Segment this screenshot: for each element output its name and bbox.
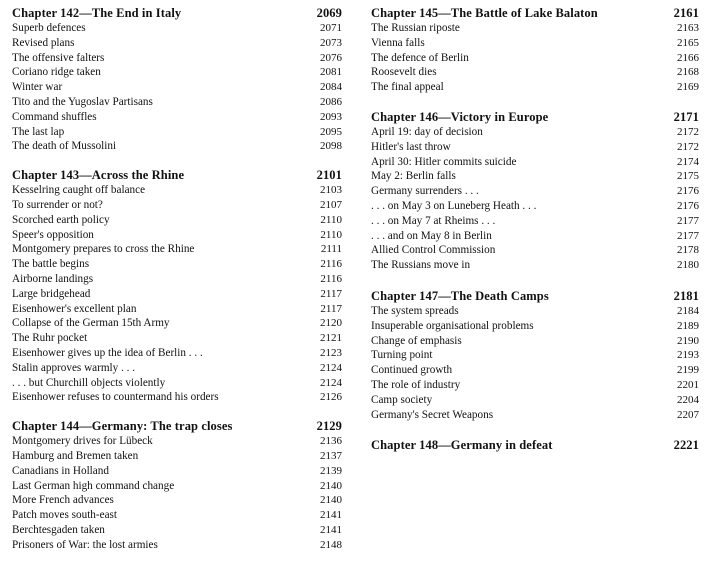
chapter-148 — [371, 438, 699, 453]
entry-label: Canadians in Holland — [12, 464, 109, 477]
entry-page: 2184 — [677, 304, 699, 317]
chapter-heading — [371, 110, 699, 125]
toc-entry — [12, 434, 342, 449]
toc-entry — [371, 51, 699, 66]
entry-label: Turning point — [371, 349, 433, 362]
entry-page: 2174 — [677, 155, 699, 168]
entry-label: The defence of Berlin — [371, 51, 469, 64]
toc-entry — [371, 125, 699, 140]
chapter-spacer — [371, 95, 699, 110]
chapter-spacer — [12, 405, 342, 419]
toc-entry — [12, 257, 342, 272]
entry-label: The final appeal — [371, 81, 444, 94]
chapter-147 — [371, 289, 699, 422]
toc-entry — [12, 449, 342, 464]
entry-label: Roosevelt dies — [371, 66, 437, 79]
entry-label: Kesselring caught off balance — [12, 184, 146, 197]
entry-page: 2199 — [677, 364, 699, 377]
toc-entry — [12, 139, 342, 154]
entry-label: Berchtesgaden taken — [12, 523, 105, 536]
toc-entry — [12, 242, 342, 257]
entry-page: 2190 — [677, 334, 699, 347]
entry-label: Germany surrenders . . . — [371, 185, 479, 198]
entry-page: 2123 — [320, 346, 342, 359]
entry-label: . . . on May 3 on Luneberg Heath . . . — [371, 199, 537, 212]
toc-entry — [371, 258, 699, 273]
entry-page: 2120 — [320, 317, 342, 330]
chapter-heading — [12, 168, 342, 183]
entry-label: The death of Mussolini — [12, 140, 117, 153]
entry-page: 2117 — [320, 287, 342, 300]
entry-label: Insuperable organisational problems — [371, 319, 534, 332]
entry-page: 2175 — [677, 170, 699, 183]
entry-label: Command shuffles — [12, 110, 97, 123]
toc-entry — [371, 184, 699, 199]
entry-page: 2172 — [677, 125, 699, 138]
toc-entry — [12, 198, 342, 213]
entry-label: Large bridgehead — [12, 287, 91, 300]
entry-page: 2169 — [677, 81, 699, 94]
toc-entry — [12, 213, 342, 228]
entry-page: 2084 — [320, 81, 342, 94]
toc-entry — [12, 65, 342, 80]
entry-label: More French advances — [12, 494, 114, 507]
toc-entry — [12, 346, 342, 361]
entry-label: The Ruhr pocket — [12, 332, 88, 345]
chapter-title: Chapter 146—Victory in Europe — [371, 109, 549, 124]
entry-label: Prisoners of War: the lost armies — [12, 538, 158, 551]
entry-label: Germany's Secret Weapons — [371, 408, 494, 421]
entry-label: Winter war — [12, 81, 63, 94]
entry-page: 2139 — [320, 464, 342, 477]
toc-right-column — [371, 6, 699, 453]
entry-page: 2124 — [320, 361, 342, 374]
toc-entry — [371, 348, 699, 363]
entry-label: Stalin approves warmly . . . — [12, 361, 136, 374]
chapter-heading — [371, 438, 699, 453]
entry-label: The battle begins — [12, 258, 90, 271]
toc-entry — [12, 508, 342, 523]
entry-page: 2124 — [320, 376, 342, 389]
entry-label: Hitler's last throw — [371, 140, 451, 153]
entry-label: Patch moves south-east — [12, 509, 118, 522]
chapter-spacer — [12, 154, 342, 168]
chapter-title: Chapter 143—Across the Rhine — [12, 168, 185, 183]
toc-entry — [371, 304, 699, 319]
toc-entry — [371, 21, 699, 36]
toc-entry — [12, 302, 342, 317]
toc-entry — [371, 214, 699, 229]
toc-entry — [12, 331, 342, 346]
entry-page: 2168 — [677, 66, 699, 79]
chapter-title: Chapter 145—The Battle of Lake Balaton — [371, 6, 598, 20]
entry-page: 2148 — [320, 538, 342, 551]
entry-page: 2116 — [320, 258, 342, 271]
chapter-heading — [371, 6, 699, 21]
entry-page: 2141 — [320, 523, 342, 536]
toc-entry — [371, 169, 699, 184]
entry-page: 2137 — [320, 449, 342, 462]
chapter-heading — [371, 289, 699, 304]
entry-page: 2116 — [320, 272, 342, 285]
entry-page: 2110 — [320, 213, 342, 226]
entry-page: 2189 — [677, 319, 699, 332]
toc-entry — [12, 316, 342, 331]
entry-label: Montgomery drives for Lübeck — [12, 435, 153, 448]
toc-entry — [12, 272, 342, 287]
entry-page: 2141 — [320, 509, 342, 522]
entry-page: 2140 — [320, 479, 342, 492]
toc-entry — [371, 243, 699, 258]
entry-label: Coriano ridge taken — [12, 66, 101, 79]
entry-page: 2166 — [677, 51, 699, 64]
toc-entry — [12, 183, 342, 198]
toc-entry — [371, 334, 699, 349]
chapter-title: Chapter 142—The End in Italy — [12, 6, 182, 20]
toc-entry — [12, 479, 342, 494]
entry-page: 2076 — [320, 51, 342, 64]
chapter-heading — [12, 419, 342, 434]
entry-page: 2178 — [677, 244, 699, 257]
chapter-spacer — [371, 273, 699, 289]
entry-label: . . . and on May 8 in Berlin — [371, 229, 492, 242]
chapter-page: 2069 — [316, 6, 342, 20]
entry-page: 2201 — [677, 378, 699, 391]
entry-label: Airborne landings — [12, 272, 94, 285]
chapter-title: Chapter 148—Germany in defeat — [371, 438, 553, 453]
entry-page: 2121 — [320, 332, 342, 345]
toc-entry — [371, 155, 699, 170]
entry-label: . . . but Churchill objects violently — [12, 376, 166, 389]
entry-page: 2140 — [320, 494, 342, 507]
entry-page: 2176 — [677, 185, 699, 198]
toc-entry — [12, 376, 342, 391]
toc-entry — [12, 228, 342, 243]
entry-label: The role of industry — [371, 378, 461, 391]
entry-page: 2111 — [320, 243, 342, 256]
entry-page: 2086 — [320, 95, 342, 108]
entry-label: Eisenhower gives up the idea of Berlin . . . — [12, 346, 203, 359]
toc-entry — [371, 363, 699, 378]
entry-label: Superb defences — [12, 22, 86, 34]
entry-page: 2207 — [677, 408, 699, 421]
toc-entry — [12, 390, 342, 405]
toc-entry — [12, 523, 342, 538]
chapter-142 — [12, 6, 342, 154]
toc-entry — [12, 36, 342, 51]
toc-entry — [12, 538, 342, 553]
entry-page: 2117 — [320, 302, 342, 315]
entry-page: 2073 — [320, 36, 342, 49]
entry-page: 2177 — [677, 229, 699, 242]
entry-label: May 2: Berlin falls — [371, 170, 456, 183]
toc-entry — [371, 80, 699, 95]
chapter-page: 2171 — [673, 109, 699, 124]
toc-entry — [371, 319, 699, 334]
toc-entry — [12, 21, 342, 36]
chapter-page: 2181 — [673, 288, 699, 303]
entry-page: 2126 — [320, 391, 342, 404]
entry-label: Change of emphasis — [371, 334, 462, 347]
entry-page: 2098 — [320, 140, 342, 153]
entry-label: The system spreads — [371, 304, 459, 317]
entry-page: 2204 — [677, 393, 699, 406]
toc-entry — [371, 36, 699, 51]
entry-page: 2103 — [320, 184, 342, 197]
toc-entry — [12, 464, 342, 479]
toc-entry — [12, 110, 342, 125]
entry-label: The last lap — [12, 125, 65, 138]
entry-label: Collapse of the German 15th Army — [12, 317, 170, 330]
entry-page: 2136 — [320, 435, 342, 448]
toc-entry — [12, 125, 342, 140]
entry-page: 2107 — [320, 198, 342, 211]
entry-page: 2172 — [677, 140, 699, 153]
chapter-143 — [12, 168, 342, 405]
chapter-page: 2161 — [673, 6, 699, 20]
chapter-heading — [12, 6, 342, 21]
entry-page: 2165 — [677, 36, 699, 49]
entry-label: Montgomery prepares to cross the Rhine — [12, 243, 195, 256]
entry-label: Vienna falls — [371, 36, 425, 49]
toc-entry — [12, 51, 342, 66]
toc-entry — [371, 65, 699, 80]
entry-page: 2193 — [677, 349, 699, 362]
entry-label: The offensive falters — [12, 51, 105, 64]
toc-entry — [12, 493, 342, 508]
toc-entry — [371, 229, 699, 244]
chapter-145 — [371, 6, 699, 95]
toc-entry — [371, 199, 699, 214]
chapter-title: Chapter 144—Germany: The trap closes — [12, 419, 233, 434]
entry-label: Speer's opposition — [12, 228, 94, 241]
entry-label: The Russians move in — [371, 259, 471, 272]
toc-entry — [371, 393, 699, 408]
entry-page: 2176 — [677, 199, 699, 212]
chapter-title: Chapter 147—The Death Camps — [371, 288, 549, 303]
chapter-146 — [371, 110, 699, 273]
entry-page: 2180 — [677, 259, 699, 272]
entry-label: The Russian riposte — [371, 22, 460, 34]
entry-label: April 19: day of decision — [371, 125, 483, 138]
entry-label: Tito and the Yugoslav Partisans — [12, 95, 153, 108]
toc-entry — [371, 378, 699, 393]
entry-label: Revised plans — [12, 36, 75, 49]
toc-entry — [371, 140, 699, 155]
toc-entry — [12, 95, 342, 110]
entry-page: 2095 — [320, 125, 342, 138]
entry-page: 2110 — [320, 228, 342, 241]
chapter-page: 2101 — [316, 168, 342, 183]
toc-entry — [12, 287, 342, 302]
toc-entry — [12, 80, 342, 95]
entry-label: Camp society — [371, 393, 433, 406]
entry-label: To surrender or not? — [12, 198, 103, 211]
entry-label: Eisenhower refuses to countermand his orders — [12, 391, 219, 404]
chapter-page: 2221 — [673, 438, 699, 453]
entry-label: Hamburg and Bremen taken — [12, 449, 139, 462]
entry-page: 2071 — [320, 22, 342, 34]
toc-entry — [371, 408, 699, 423]
entry-label: . . . on May 7 at Rheims . . . — [371, 214, 496, 227]
entry-label: Last German high command change — [12, 479, 175, 492]
entry-label: Allied Control Commission — [371, 244, 496, 257]
chapter-spacer — [371, 422, 699, 438]
toc-left-column — [12, 6, 342, 553]
toc-entry — [12, 361, 342, 376]
entry-label: Continued growth — [371, 364, 453, 377]
entry-page: 2081 — [320, 66, 342, 79]
entry-page: 2163 — [677, 22, 699, 34]
entry-page: 2177 — [677, 214, 699, 227]
chapter-page: 2129 — [316, 419, 342, 434]
entry-label: Scorched earth policy — [12, 213, 110, 226]
entry-label: Eisenhower's excellent plan — [12, 302, 137, 315]
entry-label: April 30: Hitler commits suicide — [371, 155, 517, 168]
chapter-144 — [12, 419, 342, 552]
entry-page: 2093 — [320, 110, 342, 123]
